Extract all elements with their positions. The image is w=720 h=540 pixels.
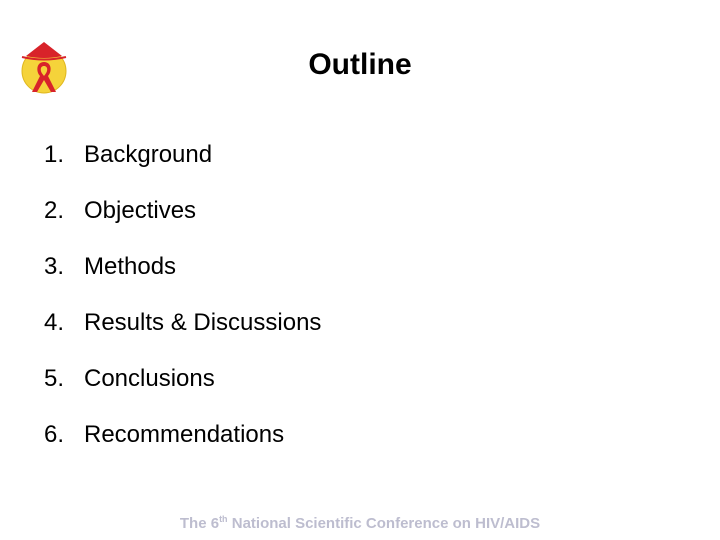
footer-suffix: National Scientific Conference on HIV/AIDS — [227, 515, 541, 532]
list-item — [44, 308, 321, 364]
list-item — [44, 140, 321, 196]
list-item-number: 2. — [44, 197, 65, 224]
list-item-label: Conclusions — [84, 365, 215, 392]
footer-prefix: The 6 — [179, 515, 220, 532]
page-title: Outline — [308, 48, 412, 81]
list-item-number: 4. — [44, 309, 65, 336]
list-item-label: Objectives — [84, 197, 197, 224]
list-item-number: 1. — [44, 141, 65, 168]
list-item-label: Background — [84, 141, 213, 168]
outline-list — [44, 140, 321, 476]
list-item-number: 6. — [44, 421, 65, 448]
list-item-number: 5. — [44, 365, 65, 392]
list-item — [44, 420, 321, 476]
list-item — [44, 196, 321, 252]
footer-superscript: th — [219, 514, 228, 524]
list-item — [44, 364, 321, 420]
list-item-number: 3. — [44, 253, 65, 280]
footer-conference-name — [100, 515, 620, 532]
list-item — [44, 252, 321, 308]
awareness-ribbon-icon — [14, 40, 74, 96]
list-item-label: Results & Discussions — [84, 309, 322, 336]
list-item-label: Methods — [84, 253, 177, 280]
list-item-label: Recommendations — [84, 421, 285, 448]
